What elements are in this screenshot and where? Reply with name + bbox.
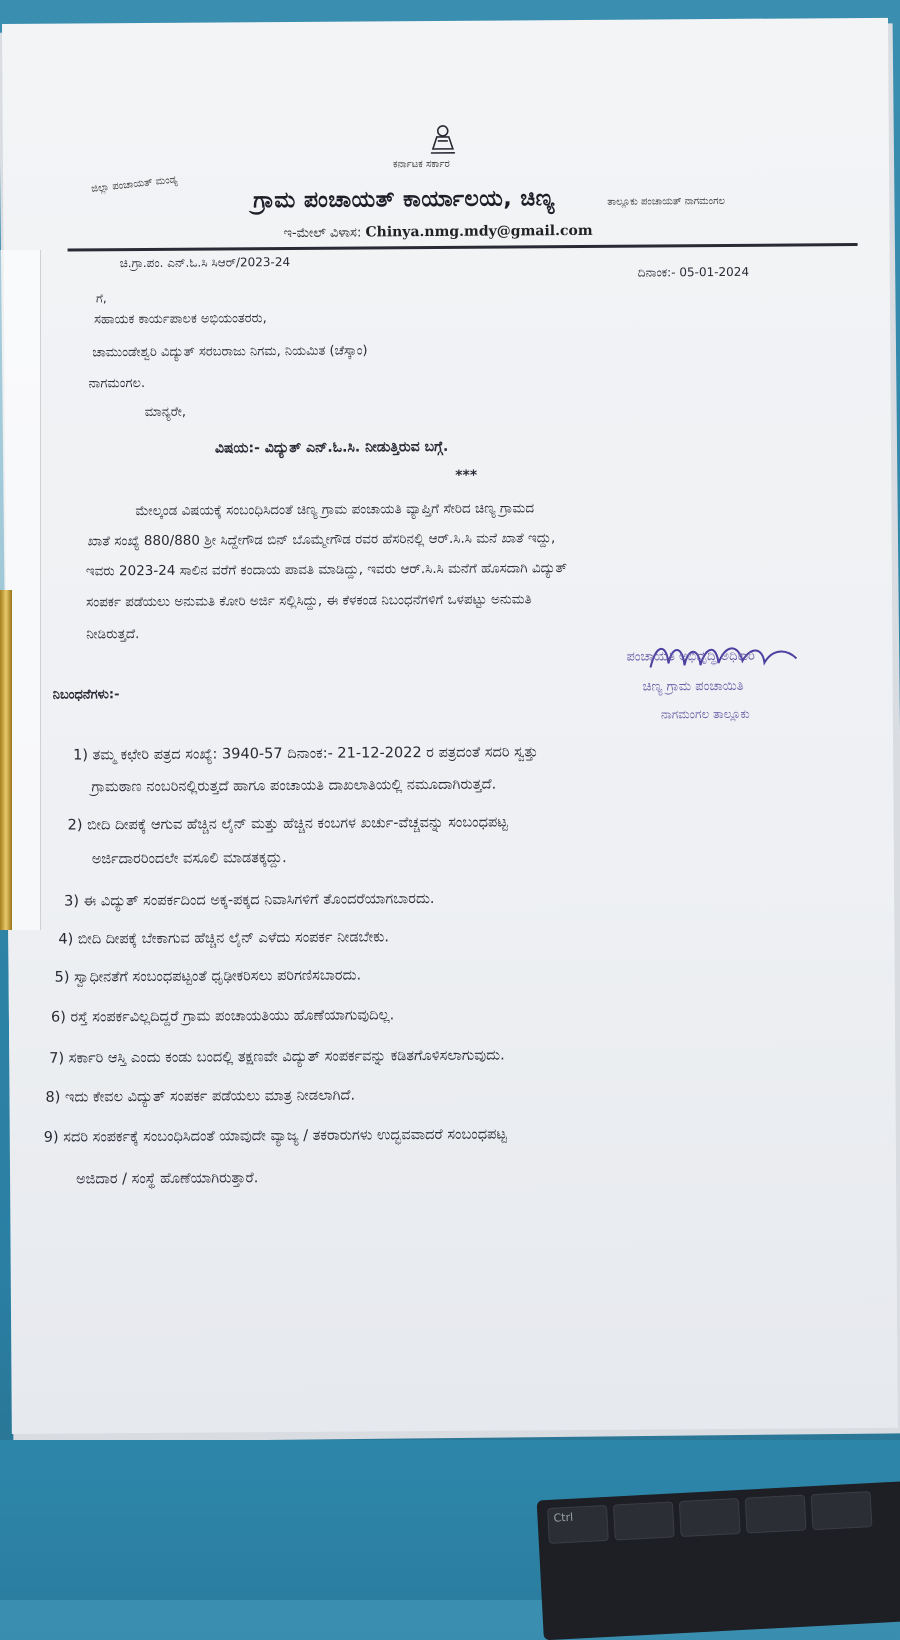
condition-item: 6) ರಸ್ತೆ ಸಂಪರ್ಕವಿಲ್ಲದಿದ್ದರೆ ಗ್ರಾಮ ಪಂಚಾಯತಿಯು ಹೊಣೆಯಾಗುವುದಿಲ್ಲ. bbox=[50, 1007, 395, 1026]
body-line: ಖಾತೆ ಸಂಖ್ಯೆ 880/880 ಶ್ರೀ ಸಿದ್ದೇಗೌಡ ಬಿನ್ ಬೊಮ್ಮೇಗೌಡ ರವರ ಹೆಸರಿನಲ್ಲಿ ಆರ್.ಸಿ.ಸಿ ಮನೆ ಖಾತೆ ಇದ್ದು, bbox=[87, 530, 556, 550]
signatory-designation: ಪಂಚಾಯತಿ ಅಭಿವೃದ್ಧಿ ಅಧಿಕಾರಿ bbox=[626, 648, 755, 665]
keyboard-key bbox=[613, 1501, 675, 1540]
recipient-line-1: ಸಹಾಯಕ ಕಾರ್ಯಪಾಲಕ ಅಭಿಯಂತರರು, bbox=[94, 311, 267, 328]
office-title: ಗ್ರಾಮ ಪಂಚಾಯತ್ ಕಾರ್ಯಾಲಯ, ಚಿಣ್ಯ bbox=[253, 186, 555, 214]
body-line: ಮೇಲ್ಕಂಡ ವಿಷಯಕ್ಕೆ ಸಂಬಂಧಿಸಿದಂತೆ ಚಿಣ್ಯ ಗ್ರಾಮ ಪಂಚಾಯತಿ ವ್ಯಾಪ್ತಿಗೆ ಸೇರಿದ ಚಿಣ್ಯ ಗ್ರಾಮದ bbox=[135, 500, 535, 520]
condition-item: 4) ಬೀದಿ ದೀಪಕ್ಕೆ ಬೇಕಾಗುವ ಹೆಚ್ಚಿನ ಲೈನ್ ಎಳೆದು ಸಂಪರ್ಕ ನೀಡಬೇಕು. bbox=[58, 929, 389, 948]
salutation: ಮಾನ್ಯರೇ, bbox=[144, 404, 187, 421]
signatory-office: ಚಿಣ್ಯ ಗ್ರಾಮ ಪಂಚಾಯಿತಿ bbox=[642, 678, 744, 695]
condition-item: 5) ಸ್ವಾಧೀನತೆಗೆ ಸಂಬಂಧಪಟ್ಟಂತೆ ಧೃಢೀಕರಿಸಲು ಪರಿಗಣಿಸಬಾರದು. bbox=[54, 967, 362, 986]
email-line bbox=[283, 223, 592, 241]
letter-date: ದಿನಾಂಕ:- 05-01-2024 bbox=[637, 264, 750, 280]
email-address: Chinya.nmg.mdy@gmail.com bbox=[365, 222, 593, 241]
body-line: ಸಂಪರ್ಕ ಪಡೆಯಲು ಅನುಮತಿ ಕೋರಿ ಅರ್ಜಿ ಸಲ್ಲಿಸಿದ್ದು, ಈ ಕೆಳಕಂಡ ನಿಬಂಧನೆಗಳಿಗೆ ಒಳಪಟ್ಟು ಅನುಮತಿ bbox=[85, 591, 532, 611]
government-emblem-icon bbox=[423, 121, 463, 157]
condition-item: 1) ತಮ್ಮ ಕಛೇರಿ ಪತ್ರದ ಸಂಖ್ಯೆ: 3940-57 ದಿನಾಂಕ:- 21-12-2022 ರ ಪತ್ರದಂತೆ ಸದರಿ ಸ್ವತ್ತು bbox=[73, 744, 539, 764]
recipient-line-3: ನಾಗಮಂಗಲ. bbox=[88, 376, 146, 392]
keyboard-key bbox=[811, 1491, 873, 1530]
condition-item: 3) ಈ ವಿದ್ಯುತ್ ಸಂಪರ್ಕದಿಂದ ಅಕ್ಕ-ಪಕ್ಕದ ನಿವಾಸಿಗಳಿಗೆ ತೊಂದರೆಯಾಗಬಾರದು. bbox=[64, 891, 435, 910]
recipient-line-2: ಚಾಮುಂಡೇಶ್ವರಿ ವಿದ್ಯುತ್ ಸರಬರಾಜು ನಿಗಮ, ನಿಯಮಿತ (ಚೆಸ್ಕಾಂ) bbox=[92, 343, 368, 361]
keyboard-key bbox=[679, 1498, 741, 1537]
subject-line: ವಿಷಯ:- ವಿದ್ಯುತ್ ಎನ್.ಓ.ಸಿ. ನೀಡುತ್ತಿರುವ ಬಗ್ಗೆ. bbox=[214, 438, 449, 457]
condition-item: 7) ಸರ್ಕಾರಿ ಆಸ್ತಿ ಎಂದು ಕಂಡು ಬಂದಲ್ಲಿ ತಕ್ಷಣವೇ ವಿದ್ಯುತ್ ಸಂಪರ್ಕವನ್ನು ಕಡಿತಗೊಳಿಸಲಾಗುವುದು. bbox=[49, 1047, 505, 1067]
condition-item: 8) ಇದು ಕೇವಲ ವಿದ್ಯುತ್ ಸಂಪರ್ಕ ಪಡೆಯಲು ಮಾತ್ರ ನೀಡಲಾಗಿದೆ. bbox=[45, 1087, 356, 1106]
signatory-taluk: ನಾಗಮಂಗಲ ತಾಲ್ಲೂಕು bbox=[660, 706, 750, 722]
body-line: ನೀಡಿರುತ್ತದೆ. bbox=[86, 626, 140, 643]
header-rule bbox=[68, 243, 858, 252]
condition-item: ಗ್ರಾಮಠಾಣ ನಂಬರಿನಲ್ಲಿರುತ್ತದೆ ಹಾಗೂ ಪಂಚಾಯತಿ ದಾಖಲಾತಿಯಲ್ಲಿ ನಮೂದಾಗಿರುತ್ತದೆ. bbox=[91, 776, 497, 796]
gold-pen-shadow bbox=[0, 590, 12, 930]
government-label: ಕರ್ನಾಟಕ ಸರ್ಕಾರ bbox=[392, 158, 450, 171]
keyboard bbox=[537, 1480, 900, 1640]
letter-page bbox=[2, 18, 898, 1434]
reference-number: ಚಿ.ಗ್ರಾ.ಪಂ. ಎನ್.ಓ.ಸಿ ಸಿಆರ್/2023-24 bbox=[119, 254, 291, 271]
separator: *** bbox=[455, 467, 478, 484]
email-label: ಇ-ಮೇಲ್ ವಿಳಾಸ: bbox=[283, 225, 362, 242]
zilla-panchayat-tag: ಜಿಲ್ಲಾ ಪಂಚಾಯತ್ ಮಂಡ್ಯ bbox=[90, 174, 178, 195]
ctrl-key bbox=[547, 1505, 609, 1544]
condition-item: 9) ಸದರಿ ಸಂಪರ್ಕಕ್ಕೆ ಸಂಬಂಧಿಸಿದಂತೆ ಯಾವುದೇ ವ್ಯಾಜ್ಯ / ತಕರಾರುಗಳು ಉದ್ಭವವಾದರೆ ಸಂಬಂಧಪಟ್ಟ bbox=[43, 1126, 507, 1146]
condition-item: 2) ಬೀದಿ ದೀಪಕ್ಕೆ ಆಗುವ ಹೆಚ್ಚಿನ ಲೈನ್ ಮತ್ತು ಹೆಚ್ಚಿನ ಕಂಬಗಳ ಖರ್ಚು-ವೆಚ್ಚವನ್ನು ಸಂಬಂಧಪಟ್ಟ bbox=[67, 814, 508, 834]
body-line: ಇವರು 2023-24 ಸಾಲಿನ ವರೆಗೆ ಕಂದಾಯ ಪಾವತಿ ಮಾಡಿದ್ದು, ಇವರು ಆರ್.ಸಿ.ಸಿ ಮನೆಗೆ ಹೊಸದಾಗಿ ವಿದ್ಯುತ್ bbox=[85, 560, 568, 580]
taluk-panchayat-tag: ತಾಲ್ಲೂಕು ಪಂಚಾಯತ್ ನಾಗಮಂಗಲ bbox=[607, 195, 725, 208]
ctrl-key-label: Ctrl bbox=[553, 1510, 574, 1525]
condition-item: ಅರ್ಜಿದಾರರಿಂದಲೇ ವಸೂಲಿ ಮಾಡತಕ್ಕದ್ದು. bbox=[91, 850, 287, 868]
condition-item: ಅಜಿದಾರ / ಸಂಸ್ಥೆ ಹೊಣೆಯಾಗಿರುತ್ತಾರೆ. bbox=[76, 1170, 259, 1188]
to-mark: ಗೆ, bbox=[95, 291, 107, 306]
conditions-heading: ನಿಬಂಧನೆಗಳು:- bbox=[52, 687, 120, 703]
keyboard-key bbox=[745, 1495, 807, 1534]
